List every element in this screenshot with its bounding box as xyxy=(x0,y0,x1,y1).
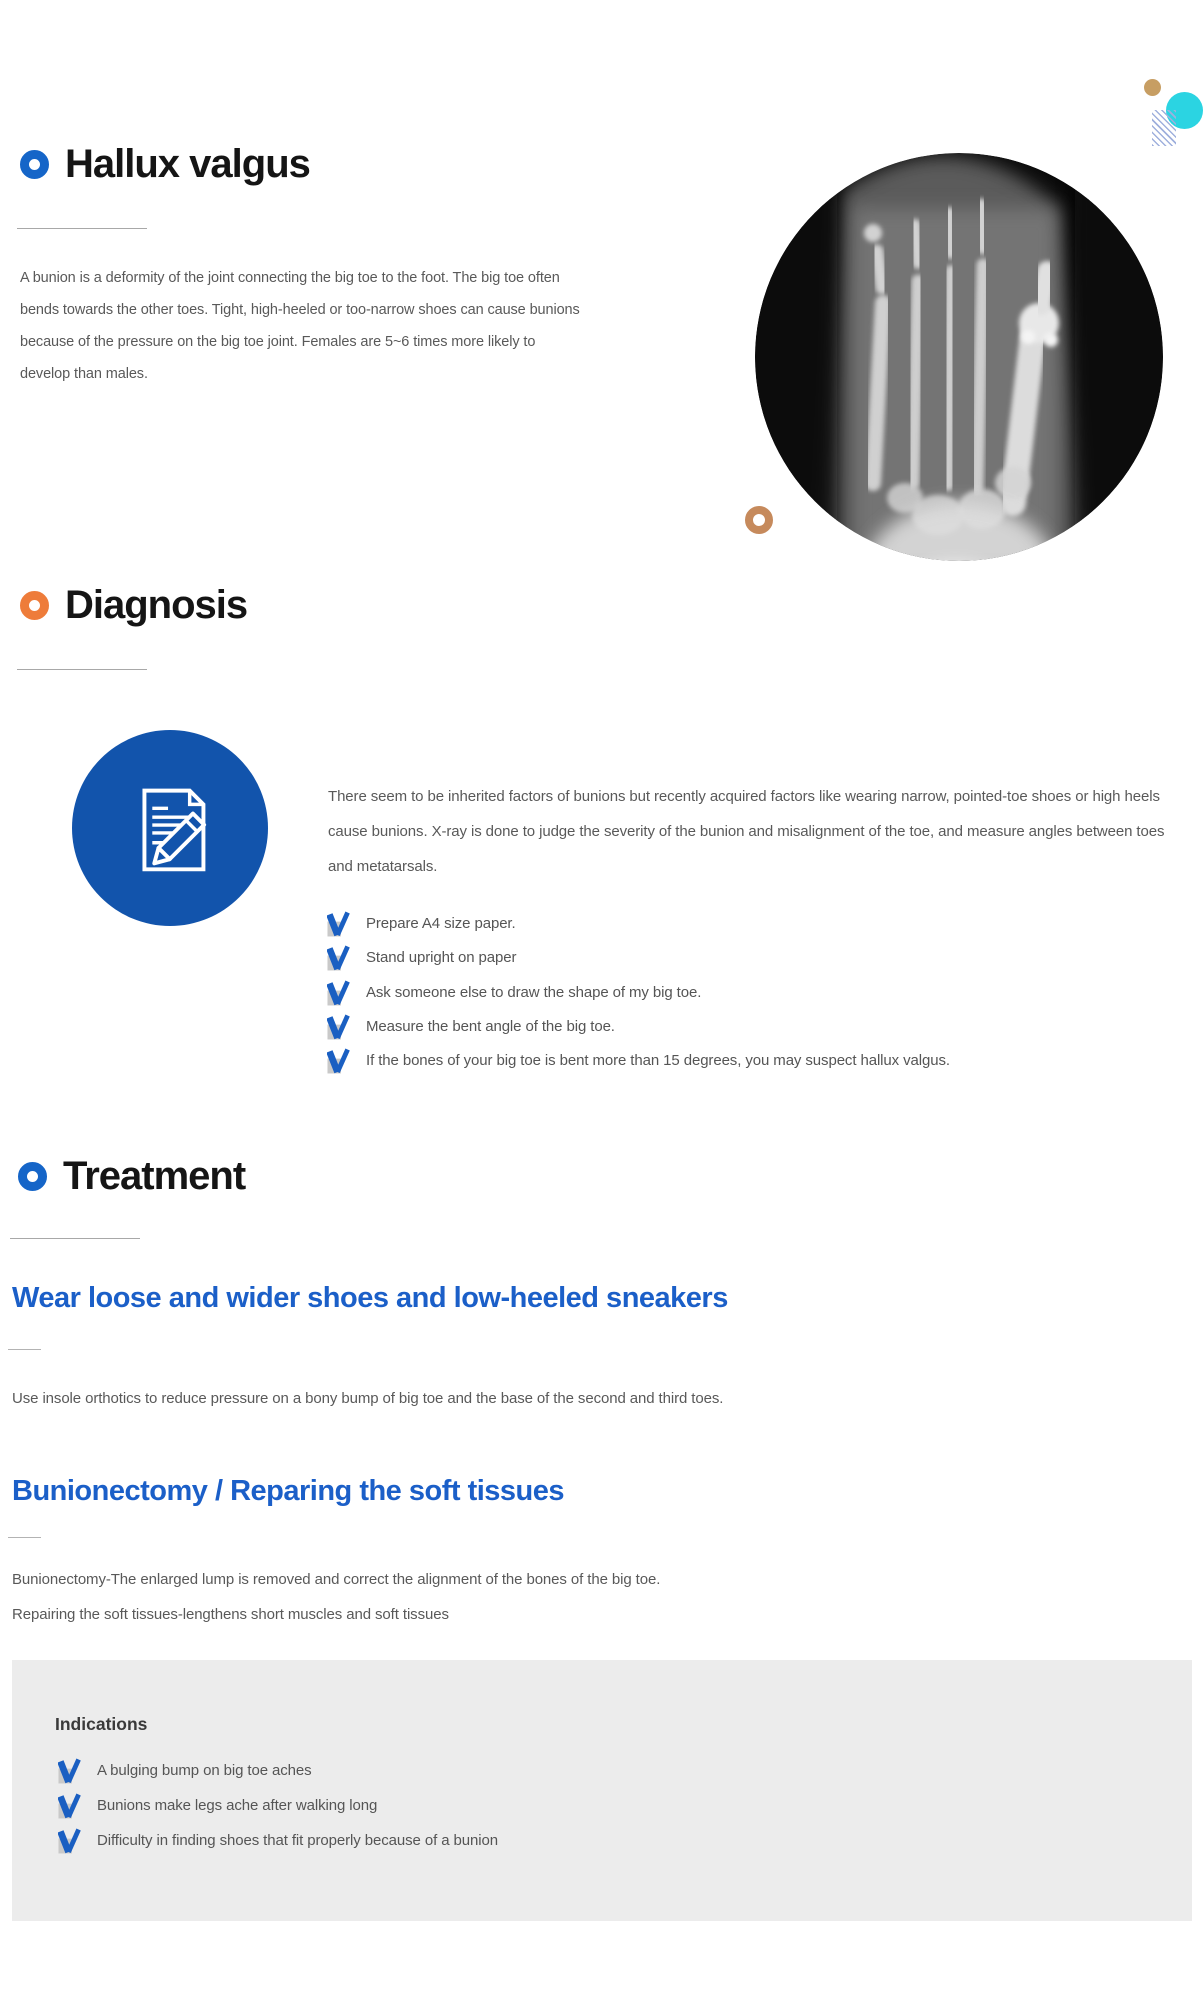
checklist-item xyxy=(327,945,516,975)
treatment-sub1-title: Wear loose and wider shoes and low-heeled sneakers xyxy=(12,1282,728,1314)
treatment-sub2-title: Bunionectomy / Reparing the soft tissues xyxy=(12,1475,565,1507)
hatched-square-decoration xyxy=(1152,110,1176,146)
indication-item xyxy=(58,1758,312,1788)
check-icon xyxy=(58,1793,81,1820)
xray-illustration xyxy=(755,153,1163,561)
indication-item xyxy=(58,1793,377,1823)
indication-item xyxy=(58,1828,498,1858)
check-icon xyxy=(327,945,350,972)
check-icon xyxy=(327,911,350,938)
sub2-body-line2: Repairing the soft tissues-lengthens short muscles and soft tissues xyxy=(12,1606,449,1623)
section-header-treatment xyxy=(18,1154,245,1199)
sub-divider xyxy=(8,1537,41,1538)
sub2-body-line1: Bunionectomy-The enlarged lump is removed and correct the alignment of the bones of the big toe. xyxy=(12,1571,661,1588)
ring-bullet-icon xyxy=(18,1162,47,1191)
section-title: Hallux valgus xyxy=(65,142,310,186)
hallux-paragraph: A bunion is a deformity of the joint connecting the big toe to the foot. The big toe often bends towards the other toes. Tight, high-heeled or too-narrow shoes can cause bunions because of the pressure on the big toe joint. Females are 5~6 times more likely to develop than males. xyxy=(20,270,580,382)
treatment-sub1-body: Use insole orthotics to reduce pressure on a bony bump of big toe and the base of the second and third toes. xyxy=(12,1390,724,1407)
checklist-text: Stand upright on paper xyxy=(366,949,517,966)
diagnosis-paragraph: There seem to be inherited factors of bunions but recently acquired factors like wearing narrow, pointed-toe shoes or high heels cause bunions. X-ray is done to judge the severity of the bunion and misalignment of the toe, and measure angles between toes and metatarsals. xyxy=(328,788,1165,875)
section-header-diagnosis xyxy=(20,583,247,628)
checklist-item xyxy=(327,911,516,941)
indications-title: Indications xyxy=(55,1714,148,1734)
ring-bullet-icon xyxy=(20,591,49,620)
section-divider xyxy=(17,669,147,670)
copper-ring-decoration xyxy=(745,506,773,534)
foot-xray-photo xyxy=(755,153,1163,561)
checklist-text: Measure the bent angle of the big toe. xyxy=(366,1018,615,1035)
check-icon xyxy=(327,980,350,1007)
checklist-text: Ask someone else to draw the shape of my big toe. xyxy=(366,984,702,1001)
section-header-hallux xyxy=(20,142,310,187)
checklist-item xyxy=(327,980,701,1010)
section-title: Treatment xyxy=(63,1154,246,1198)
check-icon xyxy=(58,1758,81,1785)
indication-text: A bulging bump on big toe aches xyxy=(97,1762,312,1779)
checklist-item xyxy=(327,1014,615,1044)
check-icon xyxy=(327,1048,350,1075)
indications-box xyxy=(12,1660,1192,1921)
checklist-text: If the bones of your big toe is bent more than 15 degrees, you may suspect hallux valgus. xyxy=(366,1052,950,1069)
tan-dot-decoration xyxy=(1144,79,1161,96)
section-divider xyxy=(10,1238,140,1239)
check-icon xyxy=(327,1014,350,1041)
sub-divider xyxy=(8,1349,41,1350)
treatment-sub2-body xyxy=(12,1562,1112,1632)
diagnosis-badge xyxy=(72,730,268,926)
ring-bullet-icon xyxy=(20,150,49,179)
indication-text: Difficulty in finding shoes that fit properly because of a bunion xyxy=(97,1832,498,1849)
document-pencil-icon xyxy=(111,769,229,887)
check-icon xyxy=(58,1828,81,1855)
checklist-item xyxy=(327,1048,950,1078)
section-title: Diagnosis xyxy=(65,583,248,627)
section-divider xyxy=(17,228,147,229)
indication-text: Bunions make legs ache after walking long xyxy=(97,1797,378,1814)
checklist-text: Prepare A4 size paper. xyxy=(366,915,516,932)
